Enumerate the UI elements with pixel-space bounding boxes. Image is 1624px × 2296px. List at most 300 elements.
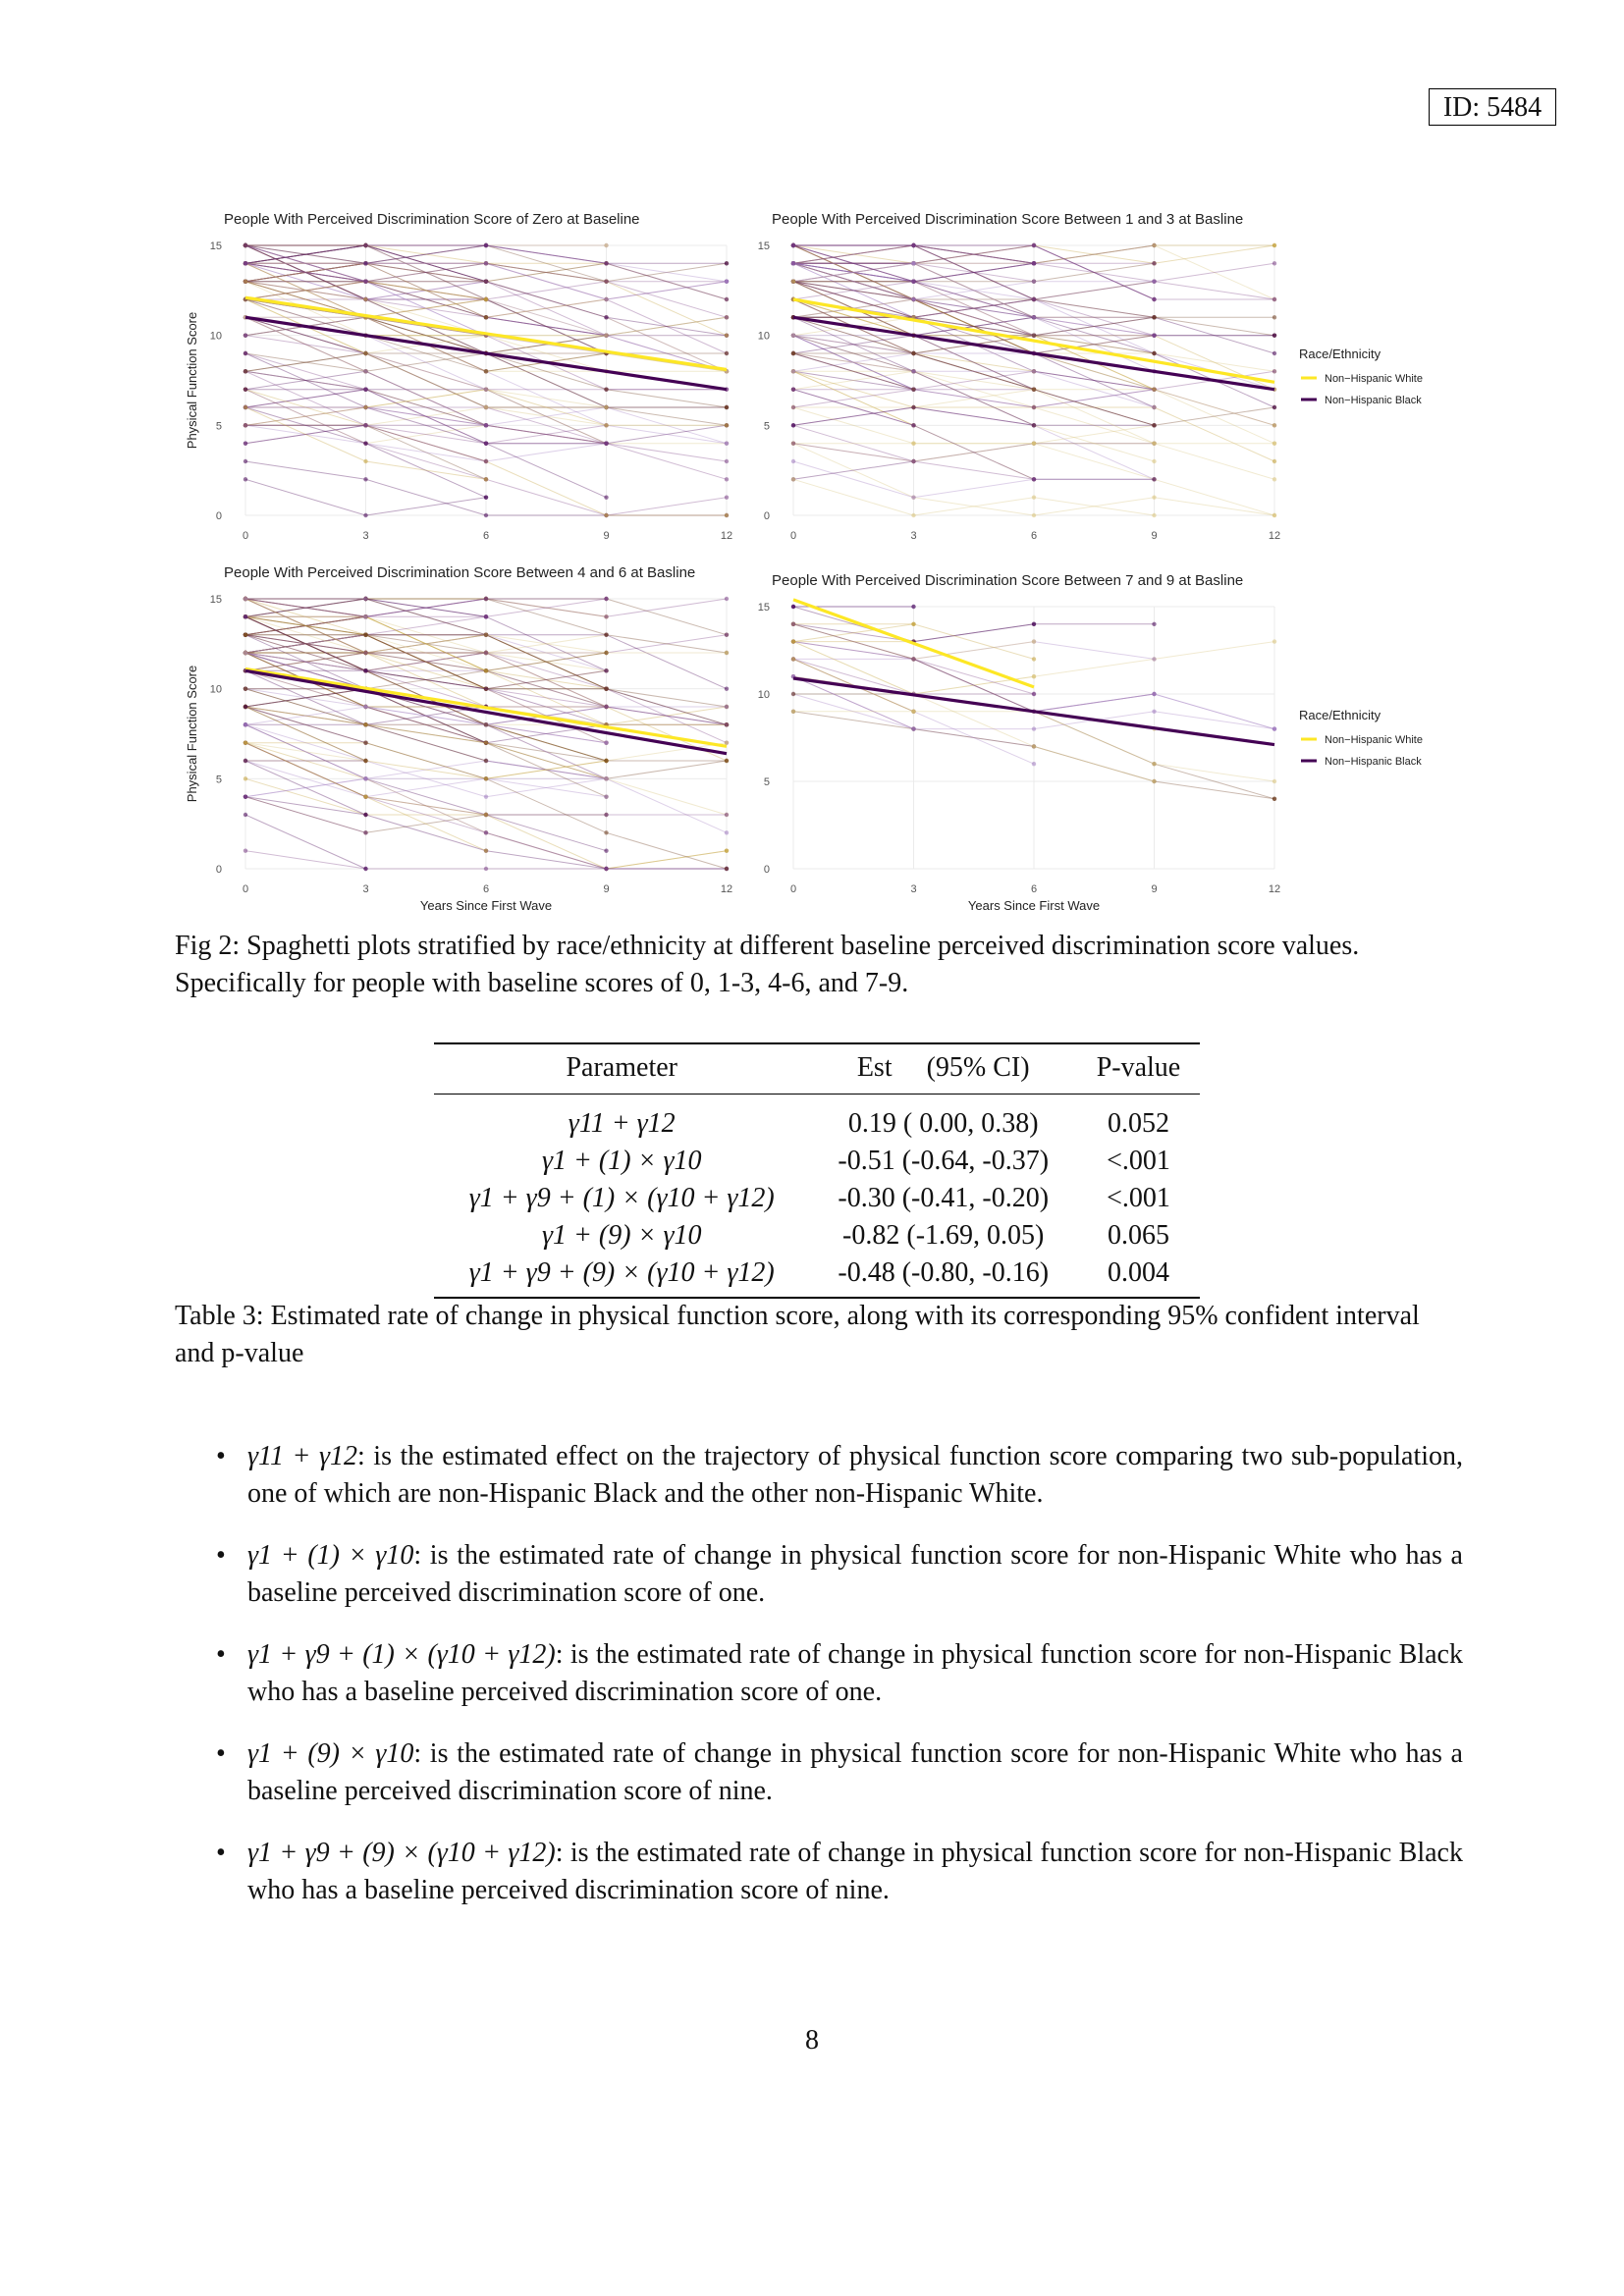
trajectory-point (484, 477, 488, 481)
x-tick-label: 6 (482, 883, 490, 895)
y-tick-label: 5 (215, 420, 222, 433)
list-item (216, 1537, 1463, 1612)
trajectory-point (911, 459, 915, 463)
table-cell-pvalue: 0.004 (1107, 1257, 1169, 1288)
trajectory-point (791, 333, 795, 337)
trajectory-point (725, 597, 729, 601)
trajectory-point (244, 243, 247, 247)
trajectory-point (244, 776, 247, 780)
trajectory-point (1272, 243, 1276, 247)
x-tick-label: 3 (910, 530, 917, 542)
table-cell-parameter: γ1 + (9) × γ10 (541, 1220, 702, 1251)
trajectory-point (725, 830, 729, 834)
table-cell-estimate: -0.82 (-1.69, 0.05) (842, 1220, 1045, 1251)
trajectory-point (1032, 333, 1036, 337)
trajectory-point (791, 405, 795, 409)
x-tick-label: 12 (720, 883, 733, 895)
x-tick-label: 6 (1030, 530, 1038, 542)
trajectory-point (484, 597, 488, 601)
trajectory-point (363, 705, 367, 709)
list-item (216, 1636, 1463, 1711)
trajectory-point (911, 423, 915, 427)
trajectory-point (1272, 477, 1276, 481)
trajectory-line (793, 425, 1155, 443)
trajectory-point (363, 830, 367, 834)
table-cell-pvalue: 0.052 (1107, 1108, 1169, 1139)
trajectory-point (363, 279, 367, 283)
trajectory-point (244, 423, 247, 427)
trajectory-point (1032, 639, 1036, 643)
y-tick-label: 5 (763, 776, 770, 788)
trajectory-point (1152, 243, 1156, 247)
trajectory-point (363, 387, 367, 391)
trajectory-point (725, 513, 729, 517)
trajectory-point (484, 668, 488, 672)
trajectory-point (1032, 279, 1036, 283)
trajectory-point (363, 813, 367, 817)
trajectory-point (1152, 477, 1156, 481)
estimates-table (434, 1042, 1200, 1299)
trajectory-point (1272, 333, 1276, 337)
spaghetti-plot-figure (177, 196, 1453, 923)
x-tick-label: 3 (362, 883, 369, 895)
trajectory-point (725, 740, 729, 744)
trajectory-point (725, 423, 729, 427)
trajectory-point (1272, 297, 1276, 301)
trajectory-point (725, 459, 729, 463)
trajectory-point (244, 686, 247, 690)
y-tick-label: 10 (209, 330, 222, 343)
trajectory-point (1272, 405, 1276, 409)
trajectory-point (484, 740, 488, 744)
trajectory-line (793, 407, 1155, 425)
x-axis-label: Years Since First Wave (419, 898, 553, 913)
trajectory-point (1152, 657, 1156, 661)
trajectory-point (725, 759, 729, 763)
trajectory-point (244, 477, 247, 481)
y-tick-label: 15 (757, 602, 770, 614)
bullet-term: γ1 + (9) × γ10 (247, 1738, 414, 1769)
bullet-text: : is the estimated effect on the trajectory of physical function score comparing two sub-population, one of which are non-Hispanic Black and the other non-Hispanic White. (247, 1441, 1463, 1509)
trajectory-point (484, 513, 488, 517)
trajectory-point (725, 441, 729, 445)
bullet-text: : is the estimated rate of change in physical function score for non-Hispanic White who has a baseline perceived discrimination score of one. (247, 1540, 1463, 1608)
list-item (216, 1438, 1463, 1513)
trajectory-point (1272, 261, 1276, 265)
trajectory-point (604, 830, 608, 834)
trajectory-point (604, 405, 608, 409)
trajectory-point (604, 794, 608, 798)
table-cell-parameter: γ1 + (1) × γ10 (541, 1146, 702, 1176)
panel-title: People With Perceived Discrimination Score of Zero at Baseline (224, 211, 640, 228)
trajectory-point (791, 605, 795, 609)
trajectory-point (244, 651, 247, 655)
trajectory-point (484, 405, 488, 409)
trajectory-point (244, 759, 247, 763)
trajectory-point (484, 686, 488, 690)
trajectory-point (725, 632, 729, 636)
y-tick-label: 0 (215, 864, 222, 876)
trajectory-point (244, 740, 247, 744)
trajectory-point (1152, 387, 1156, 391)
trajectory-point (363, 459, 367, 463)
y-tick-label: 0 (215, 510, 222, 522)
x-tick-label: 6 (1030, 883, 1038, 895)
trajectory-point (604, 705, 608, 709)
y-axis-label: Physical Function Score (185, 311, 199, 450)
trajectory-point (791, 657, 795, 661)
trajectory-point (725, 495, 729, 499)
trajectory-point (1272, 423, 1276, 427)
trajectory-point (1272, 639, 1276, 643)
trajectory-point (1272, 351, 1276, 355)
trajectory-point (791, 423, 795, 427)
trajectory-point (791, 351, 795, 355)
trajectory-line (245, 815, 366, 869)
trajectory-line (793, 479, 1155, 515)
trajectory-point (1032, 261, 1036, 265)
table-row (434, 1217, 1200, 1255)
trajectory-point (484, 830, 488, 834)
trajectory-point (244, 614, 247, 618)
trajectory-point (604, 668, 608, 672)
trajectory-point (1152, 779, 1156, 783)
trajectory-point (725, 279, 729, 283)
trajectory-point (363, 794, 367, 798)
trajectory-point (484, 867, 488, 871)
trajectory-line (793, 390, 1155, 480)
trajectory-point (484, 459, 488, 463)
panel-title: People With Perceived Discrimination Score Between 4 and 6 at Basline (224, 564, 696, 581)
trajectory-point (1032, 441, 1036, 445)
trajectory-point (1152, 297, 1156, 301)
x-tick-label: 0 (789, 883, 797, 895)
trajectory-point (363, 513, 367, 517)
trajectory-point (363, 423, 367, 427)
trajectory-point (1032, 726, 1036, 730)
y-tick-label: 0 (763, 864, 770, 876)
trajectory-point (604, 513, 608, 517)
y-tick-label: 5 (215, 774, 222, 786)
trajectory-point (725, 867, 729, 871)
trajectory-point (484, 315, 488, 319)
trajectory-point (484, 776, 488, 780)
legend-entry: Non−Hispanic Black (1325, 395, 1422, 406)
trajectory-point (363, 867, 367, 871)
table-cell-estimate: -0.30 (-0.41, -0.20) (838, 1183, 1050, 1213)
trajectory-point (911, 710, 915, 714)
trajectory-point (725, 722, 729, 726)
trajectory-point (911, 351, 915, 355)
trajectory-point (1272, 797, 1276, 801)
trajectory-point (484, 759, 488, 763)
document-id-box: ID: 5484 (1429, 88, 1556, 126)
trajectory-point (1032, 692, 1036, 696)
chart-panel (758, 572, 1423, 913)
trajectory-point (484, 848, 488, 852)
trajectory-point (484, 243, 488, 247)
table-header-parameter: Parameter (434, 1043, 809, 1095)
trajectory-point (363, 614, 367, 618)
legend-entry: Non−Hispanic Black (1325, 756, 1422, 768)
legend-title: Race/Ethnicity (1299, 347, 1381, 361)
list-item (216, 1735, 1463, 1810)
trajectory-point (604, 651, 608, 655)
trajectory-point (604, 686, 608, 690)
trajectory-point (363, 740, 367, 744)
trajectory-point (1272, 441, 1276, 445)
page-number: 8 (805, 2025, 819, 2056)
trajectory-point (1272, 369, 1276, 373)
trajectory-point (1152, 622, 1156, 626)
y-tick-label: 10 (757, 689, 770, 701)
trajectory-point (725, 405, 729, 409)
trajectory-point (911, 243, 915, 247)
x-tick-label: 12 (1268, 530, 1281, 542)
table-header-estimate: Est (95% CI) (809, 1043, 1076, 1095)
trajectory-point (1152, 495, 1156, 499)
x-axis-label: Years Since First Wave (967, 898, 1101, 913)
trajectory-point (363, 261, 367, 265)
trajectory-point (911, 261, 915, 265)
trajectory-point (244, 369, 247, 373)
trajectory-point (363, 651, 367, 655)
table-cell-pvalue: <.001 (1107, 1146, 1170, 1176)
legend (1299, 708, 1423, 768)
table-cell-pvalue: <.001 (1107, 1183, 1170, 1213)
trajectory-point (484, 369, 488, 373)
trajectory-point (791, 622, 795, 626)
y-tick-label: 15 (209, 240, 222, 252)
trajectory-point (363, 722, 367, 726)
list-item (216, 1835, 1463, 1909)
table-row (434, 1180, 1200, 1217)
bullet-term: γ1 + γ9 + (9) × (γ10 + γ12) (247, 1838, 556, 1868)
trajectory-point (1032, 387, 1036, 391)
trajectory-point (1152, 513, 1156, 517)
trajectory-point (363, 351, 367, 355)
x-tick-label: 9 (1151, 883, 1158, 895)
trajectory-point (1272, 513, 1276, 517)
trajectory-point (363, 597, 367, 601)
trajectory-point (604, 423, 608, 427)
trajectory-point (791, 639, 795, 643)
trajectory-point (244, 387, 247, 391)
trajectory-point (1152, 762, 1156, 766)
y-axis-label: Physical Function Score (185, 665, 199, 803)
trajectory-point (1152, 351, 1156, 355)
trajectory-point (1032, 297, 1036, 301)
trajectory-point (244, 405, 247, 409)
trajectory-point (363, 297, 367, 301)
trajectory-point (1032, 423, 1036, 427)
trajectory-point (363, 441, 367, 445)
trajectory-point (1152, 405, 1156, 409)
trajectory-point (1032, 674, 1036, 678)
trajectory-point (911, 387, 915, 391)
trajectory-point (1152, 333, 1156, 337)
trajectory-point (1272, 459, 1276, 463)
y-tick-label: 15 (209, 594, 222, 606)
trajectory-point (604, 297, 608, 301)
trajectory-point (1032, 315, 1036, 319)
trajectory-point (725, 351, 729, 355)
trajectory-point (911, 622, 915, 626)
trajectory-point (791, 710, 795, 714)
trajectory-point (725, 261, 729, 265)
trajectory-point (604, 848, 608, 852)
table-row (434, 1095, 1200, 1144)
trajectory-point (604, 614, 608, 618)
trajectory-point (911, 405, 915, 409)
trajectory-point (725, 848, 729, 852)
trajectory-point (791, 279, 795, 283)
trajectory-point (604, 441, 608, 445)
trajectory-point (604, 333, 608, 337)
trajectory-point (791, 441, 795, 445)
x-tick-label: 0 (789, 530, 797, 542)
trajectory-point (244, 279, 247, 283)
trajectory-point (1032, 369, 1036, 373)
trajectory-point (911, 726, 915, 730)
trajectory-point (484, 441, 488, 445)
trajectory-point (725, 297, 729, 301)
chart-panel (758, 211, 1423, 542)
trajectory-point (911, 279, 915, 283)
bullet-term: γ1 + γ9 + (1) × (γ10 + γ12) (247, 1639, 556, 1670)
trajectory-point (725, 705, 729, 709)
trajectory-point (1272, 726, 1276, 730)
trajectory-point (244, 632, 247, 636)
trajectory-point (244, 261, 247, 265)
trajectory-point (363, 632, 367, 636)
trajectory-point (244, 459, 247, 463)
x-tick-label: 3 (910, 883, 917, 895)
table-cell-parameter: γ1 + γ9 + (1) × (γ10 + γ12) (468, 1183, 775, 1213)
trajectory-point (791, 459, 795, 463)
trajectory-point (1032, 405, 1036, 409)
trajectory-point (244, 705, 247, 709)
trajectory-point (911, 513, 915, 517)
x-tick-label: 0 (242, 883, 249, 895)
trajectory-point (1032, 243, 1036, 247)
bullet-term: γ1 + (1) × γ10 (247, 1540, 414, 1571)
trajectory-point (1152, 441, 1156, 445)
trajectory-point (725, 477, 729, 481)
x-tick-label: 3 (362, 530, 369, 542)
trajectory-point (604, 495, 608, 499)
table-cell-estimate: 0.19 ( 0.00, 0.38) (847, 1108, 1039, 1139)
y-tick-label: 15 (757, 240, 770, 252)
bullet-term: γ11 + γ12 (247, 1441, 357, 1471)
trajectory-point (363, 668, 367, 672)
trajectory-line (793, 444, 1155, 480)
trajectory-point (791, 692, 795, 696)
trajectory-point (604, 813, 608, 817)
trajectory-point (363, 477, 367, 481)
legend-entry: Non−Hispanic White (1325, 373, 1423, 385)
table-cell-estimate: -0.51 (-0.64, -0.37) (838, 1146, 1050, 1176)
chart-panel (185, 211, 732, 542)
trajectory-point (1032, 657, 1036, 661)
trajectory-point (791, 243, 795, 247)
trajectory-point (484, 632, 488, 636)
bullet-text: : is the estimated rate of change in physical function score for non-Hispanic Black who has a baseline perceived discrimination score of one. (247, 1639, 1463, 1707)
trajectory-point (363, 243, 367, 247)
trajectory-point (244, 848, 247, 852)
trajectory-point (244, 333, 247, 337)
x-tick-label: 6 (482, 530, 490, 542)
trajectory-point (1032, 477, 1036, 481)
trajectory-point (725, 813, 729, 817)
trajectory-point (363, 759, 367, 763)
trajectory-point (604, 776, 608, 780)
trajectory-point (484, 813, 488, 817)
table-cell-estimate: -0.48 (-0.80, -0.16) (838, 1257, 1050, 1288)
parameter-definition-list (216, 1438, 1463, 1934)
trajectory-point (484, 722, 488, 726)
trajectory-point (604, 261, 608, 265)
chart-panel (185, 564, 732, 913)
trajectory-point (244, 722, 247, 726)
trajectory-point (1032, 513, 1036, 517)
trajectory-point (791, 387, 795, 391)
legend-title: Race/Ethnicity (1299, 708, 1381, 722)
trajectory-point (604, 243, 608, 247)
y-tick-label: 10 (757, 330, 770, 343)
trajectory-line (793, 624, 1155, 712)
trajectory-point (244, 813, 247, 817)
x-tick-label: 12 (1268, 883, 1281, 895)
table-caption: Table 3: Estimated rate of change in physical function score, along with its corresponding 95% confident interval and p-value (175, 1301, 1420, 1368)
bullet-text: : is the estimated rate of change in physical function score for non-Hispanic Black who has a baseline perceived discrimination score of nine. (247, 1838, 1463, 1905)
trajectory-point (1272, 779, 1276, 783)
bullet-text: : is the estimated rate of change in physical function score for non-Hispanic White who has a baseline perceived discrimination score of nine. (247, 1738, 1463, 1806)
trajectory-point (484, 297, 488, 301)
trajectory-point (244, 794, 247, 798)
table-row (434, 1143, 1200, 1180)
trajectory-line (245, 425, 607, 443)
trajectory-point (484, 423, 488, 427)
trajectory-point (484, 279, 488, 283)
trajectory-point (604, 279, 608, 283)
x-tick-label: 9 (1151, 530, 1158, 542)
trajectory-point (1032, 762, 1036, 766)
y-tick-label: 10 (209, 683, 222, 696)
trajectory-line (245, 797, 366, 833)
trajectory-point (484, 614, 488, 618)
trajectory-point (725, 333, 729, 337)
trajectory-point (244, 351, 247, 355)
table-cell-pvalue: 0.065 (1107, 1220, 1169, 1251)
table-cell-parameter: γ1 + γ9 + (9) × (γ10 + γ12) (468, 1257, 775, 1288)
trajectory-point (725, 651, 729, 655)
panel-title: People With Perceived Discrimination Score Between 1 and 3 at Basline (772, 211, 1244, 228)
x-tick-label: 9 (603, 530, 610, 542)
y-tick-label: 5 (763, 420, 770, 433)
legend-entry: Non−Hispanic White (1325, 734, 1423, 746)
table-row (434, 1255, 1200, 1298)
trajectory-point (911, 441, 915, 445)
trajectory-point (791, 477, 795, 481)
trajectory-point (604, 759, 608, 763)
table-header-row (434, 1043, 1200, 1095)
trajectory-point (1152, 459, 1156, 463)
trajectory-point (484, 495, 488, 499)
trajectory-point (911, 297, 915, 301)
trajectory-point (1152, 423, 1156, 427)
trajectory-point (1152, 279, 1156, 283)
